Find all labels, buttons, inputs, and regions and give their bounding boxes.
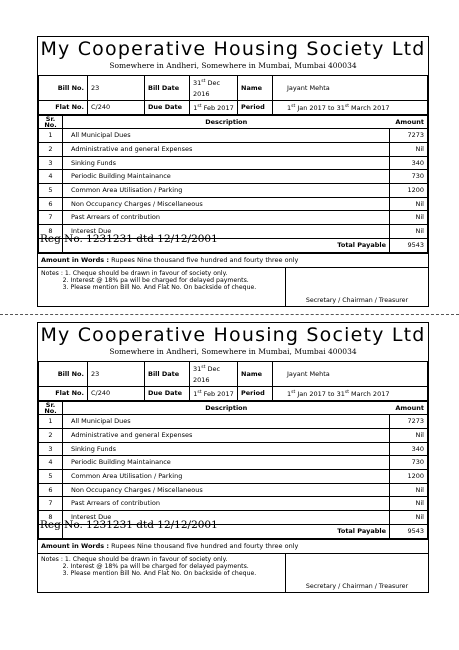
table-row [39, 184, 428, 198]
row-description: Interest Due [63, 511, 390, 525]
maintenance-bill [37, 36, 429, 307]
period-label: Period [238, 101, 273, 115]
table-row [39, 497, 428, 511]
row-description: All Municipal Dues [63, 415, 390, 429]
table-row [39, 429, 428, 443]
row-description: Periodic Building Maintainance [63, 456, 390, 470]
bill-no-value: 23 [88, 76, 145, 101]
amount-in-words [38, 539, 428, 553]
row-amount: Nil [390, 143, 428, 157]
cut-line [0, 314, 459, 315]
charges-table [38, 401, 428, 538]
row-description: Common Area Utilisation / Parking [63, 184, 390, 198]
flat-no-label: Flat No. [39, 101, 88, 115]
sr-no-header: Sr. No. [39, 116, 63, 129]
row-description: Interest Due [63, 225, 390, 239]
row-amount: 1200 [390, 184, 428, 198]
due-date-value: 1st Feb 2017 [190, 101, 238, 115]
bill-date-value: 31st Dec 2016 [190, 76, 238, 101]
row-description: Administrative and general Expenses [63, 429, 390, 443]
bill-no-value: 23 [88, 362, 145, 387]
period-label: Period [238, 387, 273, 401]
due-date-label: Due Date [145, 101, 190, 115]
row-amount: Nil [390, 497, 428, 511]
note-line: 2. Interest @ 18% pa will be charged for delayed payments. [41, 276, 249, 284]
row-description: Administrative and general Expenses [63, 143, 390, 157]
row-amount: 730 [390, 170, 428, 184]
row-description: Periodic Building Maintainance [63, 170, 390, 184]
notes [38, 268, 286, 306]
row-description: Common Area Utilisation / Parking [63, 470, 390, 484]
row-sr-no: 4 [39, 456, 63, 470]
registration-number: Reg No. 1231231 dtd 12/12/2001 [40, 233, 218, 245]
amount-header: Amount [390, 402, 428, 415]
row-amount: Nil [390, 197, 428, 211]
row-sr-no: 1 [39, 129, 63, 143]
bill-no-label: Bill No. [39, 76, 88, 101]
row-description: Past Arrears of contribution [63, 211, 390, 225]
society-name: My Cooperative Housing Society Ltd [40, 324, 426, 346]
row-amount: Nil [390, 483, 428, 497]
row-description: All Municipal Dues [63, 129, 390, 143]
row-sr-no: 2 [39, 143, 63, 157]
bill-date-label: Bill Date [145, 76, 190, 101]
table-row [39, 197, 428, 211]
row-amount: Nil [390, 511, 428, 525]
due-date-value: 1st Feb 2017 [190, 387, 238, 401]
table-row [39, 143, 428, 157]
row-amount: Nil [390, 429, 428, 443]
table-row [39, 442, 428, 456]
amount-in-words-label: Amount in Words : [41, 255, 110, 264]
total-payable-value: 9543 [390, 524, 428, 538]
description-header: Description [63, 402, 390, 415]
row-description: Past Arrears of contribution [63, 497, 390, 511]
name-value: Jayant Mehta [273, 76, 428, 101]
row-sr-no: 6 [39, 197, 63, 211]
row-description: Non Occupancy Charges / Miscellaneous [63, 197, 390, 211]
row-sr-no: 7 [39, 211, 63, 225]
name-label: Name [238, 76, 273, 101]
row-description: Non Occupancy Charges / Miscellaneous [63, 483, 390, 497]
society-address: Somewhere in Andheri, Somewhere in Mumbai, Mumbai 400034 [109, 347, 357, 356]
bill-date-label: Bill Date [145, 362, 190, 387]
amount-in-words-label: Amount in Words : [41, 541, 110, 550]
signatory: Secretary / Chairman / Treasurer [305, 582, 409, 590]
table-row [39, 129, 428, 143]
bill-header-table [38, 75, 428, 115]
row-sr-no: 5 [39, 184, 63, 198]
note-line: Notes : 1. Cheque should be drawn in favour of society only. [41, 269, 228, 277]
row-sr-no: 8 [39, 511, 63, 525]
charges-table [38, 115, 428, 252]
signatory: Secretary / Chairman / Treasurer [305, 296, 409, 304]
bill-no-label: Bill No. [39, 362, 88, 387]
row-amount: Nil [390, 211, 428, 225]
society-address: Somewhere in Andheri, Somewhere in Mumbai, Mumbai 400034 [109, 61, 357, 70]
registration-number: Reg No. 1231231 dtd 12/12/2001 [40, 519, 218, 531]
table-row [39, 483, 428, 497]
flat-no-value: C/240 [88, 101, 145, 115]
name-label: Name [238, 362, 273, 387]
table-row [39, 456, 428, 470]
flat-no-label: Flat No. [39, 387, 88, 401]
name-value: Jayant Mehta [273, 362, 428, 387]
note-line: 3. Please mention Bill No. And Flat No. On backside of cheque. [41, 569, 257, 577]
row-sr-no: 1 [39, 415, 63, 429]
row-sr-no: 2 [39, 429, 63, 443]
row-amount: 7273 [390, 129, 428, 143]
row-sr-no: 4 [39, 170, 63, 184]
bill-date-value: 31st Dec 2016 [190, 362, 238, 387]
note-line: Notes : 1. Cheque should be drawn in favour of society only. [41, 555, 228, 563]
description-header: Description [63, 116, 390, 129]
row-amount: 730 [390, 456, 428, 470]
note-line: 2. Interest @ 18% pa will be charged for delayed payments. [41, 562, 249, 570]
amount-in-words-value: Rupees Nine thousand five hundred and fourty three only [111, 255, 299, 264]
row-amount: 340 [390, 156, 428, 170]
row-sr-no: 3 [39, 442, 63, 456]
due-date-label: Due Date [145, 387, 190, 401]
row-sr-no: 8 [39, 225, 63, 239]
bill-footer [38, 553, 428, 592]
society-name: My Cooperative Housing Society Ltd [40, 38, 426, 60]
total-payable-label: Total Payable [63, 524, 390, 538]
note-line: 3. Please mention Bill No. And Flat No. On backside of cheque. [41, 283, 257, 291]
row-sr-no: 3 [39, 156, 63, 170]
amount-header: Amount [390, 116, 428, 129]
table-row [39, 211, 428, 225]
flat-no-value: C/240 [88, 387, 145, 401]
period-value: 1st Jan 2017 to 31st March 2017 [273, 101, 428, 115]
sr-no-header: Sr. No. [39, 402, 63, 415]
row-amount: 7273 [390, 415, 428, 429]
row-sr-no: 6 [39, 483, 63, 497]
total-payable-value: 9543 [390, 238, 428, 252]
row-amount: Nil [390, 225, 428, 239]
bill-header-table [38, 361, 428, 401]
amount-in-words [38, 253, 428, 267]
table-row [39, 415, 428, 429]
row-amount: 1200 [390, 470, 428, 484]
row-amount: 340 [390, 442, 428, 456]
table-row [39, 156, 428, 170]
period-value: 1st Jan 2017 to 31st March 2017 [273, 387, 428, 401]
total-payable-label: Total Payable [63, 238, 390, 252]
table-row [39, 170, 428, 184]
notes [38, 554, 286, 592]
row-description: Sinking Funds [63, 442, 390, 456]
row-sr-no: 5 [39, 470, 63, 484]
row-sr-no: 7 [39, 497, 63, 511]
bill-footer [38, 267, 428, 306]
row-description: Sinking Funds [63, 156, 390, 170]
table-row [39, 470, 428, 484]
maintenance-bill-copy [37, 322, 429, 593]
amount-in-words-value: Rupees Nine thousand five hundred and fourty three only [111, 541, 299, 550]
